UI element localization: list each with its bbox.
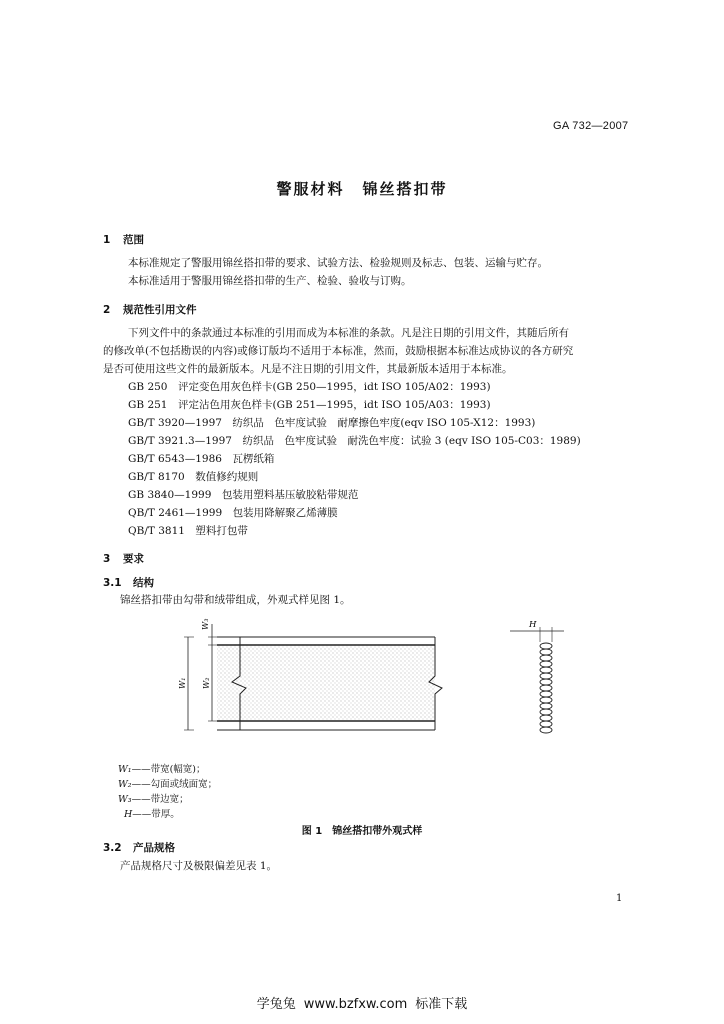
reference-item: GB 3840—1999 包装用塑料基压敏胶粘带规范	[128, 489, 359, 501]
figure-caption	[0, 822, 724, 837]
section-title: 范围	[123, 234, 144, 246]
legend-symbol: H	[124, 809, 133, 820]
legend-text: ——勾面或绒面宽；	[131, 779, 218, 790]
reference-item: GB/T 3921.3—1997 纺织品 色牢度试验 耐洗色牢度：试验 3 (eqv ISO 105-C03：1989)	[128, 435, 581, 447]
legend-text: ——带厚。	[132, 809, 180, 820]
legend-text: ——带宽(幅宽)；	[131, 764, 206, 775]
w1-label: W₁	[178, 677, 187, 689]
document-title	[0, 178, 724, 199]
paragraph-line: 下列文件中的条款通过本标准的引用而成为本标准的条款。凡是注日期的引用文件，其随后所有	[128, 327, 569, 339]
figure-1-drawing	[180, 612, 580, 762]
page-number: 1	[616, 893, 623, 904]
thickness-coil	[540, 643, 552, 733]
w3-label: W₃	[201, 618, 210, 630]
legend-symbol: W₃	[118, 794, 132, 805]
section-number: 3.2	[103, 842, 122, 854]
reference-item: GB/T 6543—1986 瓦楞纸箱	[128, 453, 275, 465]
reference-item: QB/T 3811 塑料打包带	[128, 525, 248, 537]
h-label: H	[529, 620, 537, 630]
section-1-heading	[103, 232, 144, 247]
section-3-heading	[103, 551, 144, 566]
section-title: 结构	[133, 577, 154, 589]
paragraph-line: 的修改单(不包括勘误的内容)或修订版均不适用于本标准，然而，鼓励根据本标准达成协议的各方研究	[103, 345, 574, 357]
reference-item: GB 250 评定变色用灰色样卡(GB 250—1995，idt ISO 105/A02：1993)	[128, 381, 491, 393]
watermark-footer	[0, 993, 724, 1012]
section-title: 规范性引用文件	[123, 304, 197, 316]
title-part1: 警服材料	[276, 180, 345, 198]
paragraph-line: 是否可使用这些文件的最新版本。凡是不注日期的引用文件，其最新版本适用于本标准。	[103, 363, 513, 375]
reference-item: GB/T 8170 数值修约规则	[128, 471, 259, 483]
section-3-2-heading	[103, 840, 175, 855]
title-part2: 锦丝搭扣带	[362, 180, 448, 198]
legend-item	[124, 806, 180, 823]
reference-item: GB/T 3920—1997 纺织品 色牢度试验 耐摩擦色牢度(eqv ISO 105-X12：1993)	[128, 417, 536, 429]
section-3-1-heading	[103, 575, 154, 590]
paragraph: 产品规格尺寸及极限偏差见表 1。	[120, 860, 278, 872]
footer-url[interactable]: www.bzfxw.com	[303, 997, 408, 1012]
legend-text: ——带边宽；	[131, 794, 189, 805]
paragraph: 本标准适用于警服用锦丝搭扣带的生产、检验、验收与订购。	[128, 275, 412, 287]
legend-symbol: W₂	[118, 779, 132, 790]
caption-text: 锦丝搭扣带外观式样	[332, 826, 423, 837]
section-number: 3	[103, 553, 111, 565]
standard-number: GA 732—2007	[553, 120, 629, 132]
section-number: 2	[103, 304, 111, 316]
section-title: 要求	[123, 553, 144, 565]
paragraph: 本标准规定了警服用锦丝搭扣带的要求、试验方法、检验规则及标志、包装、运输与贮存。	[128, 257, 548, 269]
footer-slogan: 标准下载	[415, 997, 468, 1012]
legend-symbol: W₁	[118, 764, 132, 775]
w2-label: W₂	[202, 677, 211, 689]
hook-surface-area	[217, 645, 435, 721]
section-2-heading	[103, 302, 197, 317]
reference-item: GB 251 评定沾色用灰色样卡(GB 251—1995，idt ISO 105/A03：1993)	[128, 399, 491, 411]
paragraph: 锦丝搭扣带由勾带和绒带组成，外观式样见图 1。	[120, 594, 351, 606]
section-number: 1	[103, 234, 111, 246]
section-number: 3.1	[103, 577, 122, 589]
caption-number: 图 1	[301, 826, 323, 837]
reference-item: QB/T 2461—1999 包装用降解聚乙烯薄膜	[128, 507, 338, 519]
footer-site-name: 学兔兔	[256, 997, 296, 1012]
section-title: 产品规格	[133, 842, 175, 854]
